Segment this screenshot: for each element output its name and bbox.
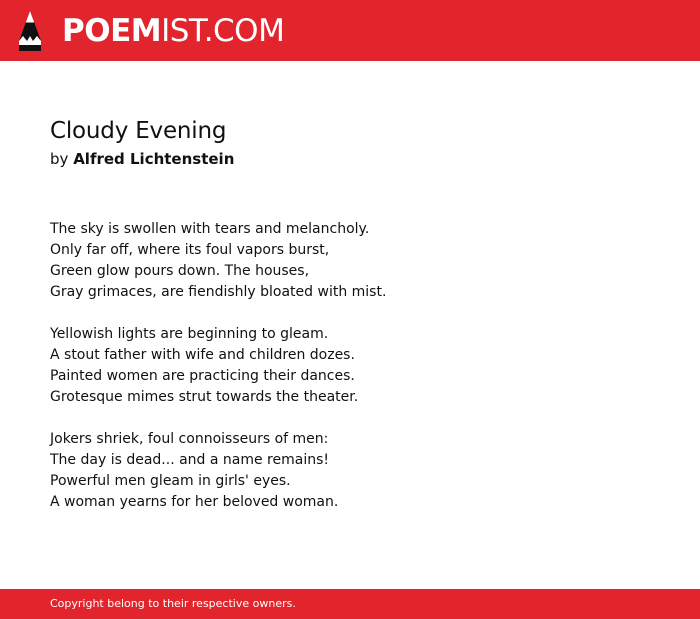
footer-bar <box>0 589 700 619</box>
poem-line: Painted women are practicing their dances. <box>50 368 355 384</box>
pencil-logo-icon[interactable] <box>17 10 43 52</box>
poem-line: Gray grimaces, are fiendishly bloated with mist. <box>50 284 387 300</box>
stanza-3 <box>50 429 650 513</box>
stanza-2 <box>50 324 650 408</box>
copyright-text: Copyright belong to their respective owners. <box>50 597 296 610</box>
brand-strong-text: POEM <box>62 13 162 49</box>
poem-line: Grotesque mimes strut towards the theater. <box>50 389 359 405</box>
poem-line: Only far off, where its foul vapors burst, <box>50 242 330 258</box>
poem-author: Alfred Lichtenstein <box>73 150 235 168</box>
site-logo-text[interactable] <box>62 12 284 50</box>
header-bar <box>0 0 700 61</box>
poem-line: Green glow pours down. The houses, <box>50 263 310 279</box>
brand-light-text: IST.COM <box>161 13 285 49</box>
poem-byline <box>50 149 234 169</box>
poem-title: Cloudy Evening <box>50 118 227 144</box>
poem-line: The day is dead... and a name remains! <box>50 452 330 468</box>
stanza-1 <box>50 219 650 303</box>
poem-line: Powerful men gleam in girls' eyes. <box>50 473 291 489</box>
poem-line: The sky is swollen with tears and melancholy. <box>50 221 370 237</box>
by-label: by <box>50 150 69 168</box>
poem-line: A stout father with wife and children dozes. <box>50 347 355 363</box>
poem-text <box>50 219 650 534</box>
poem-line: Jokers shriek, foul connoisseurs of men: <box>50 431 329 447</box>
poem-line: Yellowish lights are beginning to gleam. <box>50 326 329 342</box>
poem-line: A woman yearns for her beloved woman. <box>50 494 339 510</box>
